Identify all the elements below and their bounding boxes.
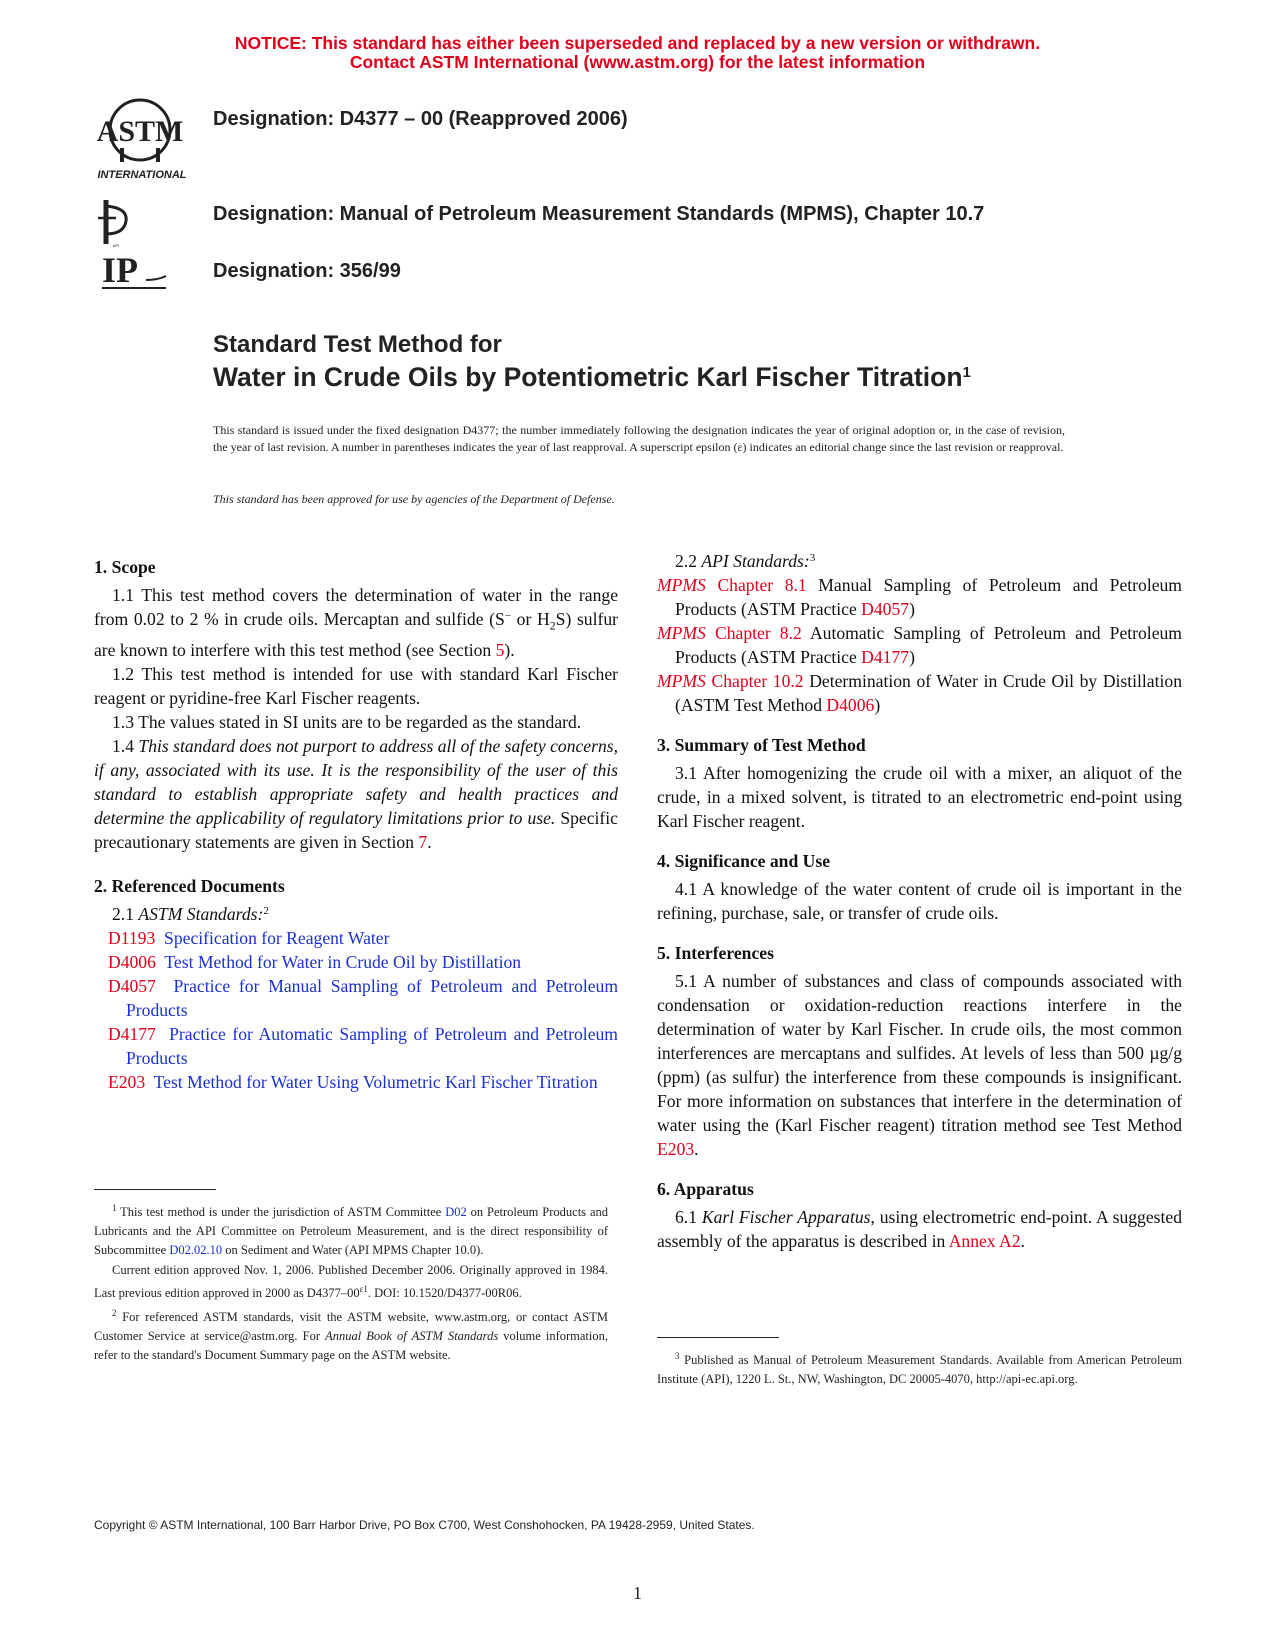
reference-e203[interactable]: E203 Test Method for Water Using Volumetric Karl Fischer Titration <box>108 1071 598 1092</box>
api-reference-10-2[interactable]: MPMS Chapter 10.2 Determination of Water in Crude Oil by Distillation (ASTM Test Method D4006) <box>657 671 1182 715</box>
subsection-2-2: 2.2 API Standards:$^3$ <box>675 551 816 571</box>
paragraph-1-4: 1.4 This standard does not purport to address all of the safety concerns, if any, associated with its use. It is the responsibility of the user of this standard to establish appropriate safety and health practices and determine the applicability of regulatory limitations prior to use. Specific precautionary statements are given in Section 7. <box>94 735 619 852</box>
footnote-1-edition: Current edition approved Nov. 1, 2006. Published December 2006. Originally approved in 1984. Last previous edition approved in 2000 as $D4377-00^{\varepsilon 1}$. DOI: 10.1520/D4377-00R06. <box>94 1263 608 1301</box>
footnotes-left <box>94 1199 608 1366</box>
paragraph-3-1: 3.1 After homogenizing the crude oil with a mixer, an aliquot of the crude, in a mixed solvent, is titrated to an electrometric end-point using Karl Fischer reagent. <box>657 763 1182 831</box>
reference-d1193[interactable]: D1193 Specification for Reagent Water <box>108 927 390 948</box>
paragraph-1-2: 1.2 This test method is intended for use with standard Karl Fischer reagent or pyridine-free Karl Fischer reagents. <box>94 663 618 708</box>
paragraph-1-3: 1.3 The values stated in SI units are to be regarded as the standard. <box>112 711 582 732</box>
reference-d4057[interactable]: D4057 Practice for Manual Sampling of Petroleum and Petroleum Products <box>108 975 619 1020</box>
api-logo <box>96 196 136 248</box>
title-line-1: Standard Test Method for <box>213 331 502 358</box>
section-heading-interferences: 5. Interferences <box>657 943 774 963</box>
copyright-line: Copyright © ASTM International, 100 Barr Harbor Drive, PO Box C700, West Conshohocken, PA 19428-2959, United States. <box>94 1518 755 1532</box>
paragraph-4-1: 4.1 A knowledge of the water content of crude oil is important in the refining, purchase, sale, or transfer of crude oils. <box>657 879 1182 923</box>
api-reference-8-2[interactable]: MPMS Chapter 8.2 Automatic Sampling of Petroleum and Petroleum Products (ASTM Practice D4177) <box>657 623 1182 667</box>
astm-international-text: INTERNATIONAL <box>97 169 187 181</box>
subsection-2-1: 2.1 ASTM Standards:$^2$ <box>112 903 269 924</box>
footnote-1: $^1$ This test method is under the jurisdiction of ASTM Committee D02 on Petroleum Products and Lubricants and the API Committee on Petroleum Measurement, and is the direct responsibility of Subcommittee D02.02.10 on Sediment and Water (API MPMS Chapter 10.0). <box>94 1203 608 1258</box>
left-column <box>94 549 618 1094</box>
document-title <box>213 330 971 394</box>
reference-d4006[interactable]: D4006 Test Method for Water in Crude Oil by Distillation <box>108 951 522 972</box>
link-section-7[interactable]: 7 <box>418 831 428 852</box>
paragraph-5-1: 5.1 A number of substances and class of compounds associated with condensation or oxidation-reduction reactions interfere in the determination of water by Karl Fischer. In crude oils, the most common interferences are mercaptans and sulfides. At levels of less than 500 µg/g (ppm) (as sulfur) the interference from these compounds is insignificant. For more information on substances that interfere in the determination of water using the (Karl Fischer reagent) titration method see Test Method E203. <box>657 971 1182 1159</box>
footnote-rule-right <box>657 1337 779 1338</box>
footnote-rule-left <box>94 1189 216 1190</box>
link-d02-02-10[interactable]: D02.02.10 <box>169 1243 223 1258</box>
section-heading-apparatus: 6. Apparatus <box>657 1179 754 1199</box>
link-e203[interactable]: E203 <box>657 1139 695 1159</box>
reference-d4177[interactable]: D4177 Practice for Automatic Sampling of Petroleum and Petroleum Products <box>108 1023 618 1068</box>
astm-logo <box>92 92 200 184</box>
notice-line-1: NOTICE: This standard has either been superseded and replaced by a new version or withdrawn. <box>234 33 1041 53</box>
footnote-3: $^3$ Published as Manual of Petroleum Measurement Standards. Available from American Petroleum Institute (API), 1220 L. St., NW, Washington, DC 20005-4070, http://api-ec.api.org. <box>657 1351 1182 1387</box>
designation-astm: Designation: D4377 – 00 (Reapproved 2006) <box>213 108 628 130</box>
section-heading-referenced-documents: 2. Referenced Documents <box>94 875 285 896</box>
astm-logo-text: ASTM <box>96 115 184 148</box>
footnotes-right <box>657 1347 1182 1390</box>
title-footnote-mark: 1 <box>962 364 971 381</box>
dod-approval-note: This standard has been approved for use by agencies of the Department of Defense. <box>213 492 615 506</box>
section-heading-significance: 4. Significance and Use <box>657 851 831 871</box>
footnote-2: $^2$ For referenced ASTM standards, visit the ASTM website, www.astm.org, or contact ASTM Customer Service at service@astm.org. For Annual Book of ASTM Standards volume information, refer to the standard's Document Summary page on the ASTM website. <box>94 1308 608 1363</box>
page-number: 1 <box>633 1583 642 1603</box>
ip-logo <box>100 250 172 292</box>
section-heading-scope: 1. Scope <box>94 557 156 577</box>
notice-line-2: Contact ASTM International (www.astm.org) for the latest information <box>349 52 926 72</box>
paragraph-6-1: 6.1 Karl Fischer Apparatus, using electrometric end-point. A suggested assembly of the apparatus is described in Annex A2. <box>657 1207 1182 1251</box>
right-column <box>657 549 1182 1253</box>
paragraph-1-1: 1.1 This test method covers the determination of water in the range from 0.02 to 2 % in crude oils. Mercaptan and sulfide (S− or $H_2S$) sulfur are known to interfere with this test method (see Section 5). <box>94 585 618 660</box>
link-section-5[interactable]: 5 <box>495 639 505 660</box>
withdrawal-notice <box>0 34 1275 72</box>
ip-logo-text: IP <box>102 250 138 290</box>
preamble-note: This standard is issued under the fixed designation D4377; the number immediately following the designation indicates the year of original adoption or, in the case of revision, the year of last revision. A number in parentheses indicates the year of last reapproval. A superscript epsilon (ε) indicates an editorial change since the last revision or reapproval. <box>213 423 1065 454</box>
api-reference-8-1[interactable]: MPMS Chapter 8.1 Manual Sampling of Petroleum and Petroleum Products (ASTM Practice D4057) <box>657 575 1182 619</box>
designation-mpms: Designation: Manual of Petroleum Measurement Standards (MPMS), Chapter 10.7 <box>213 203 985 225</box>
link-d02[interactable]: D02 <box>445 1205 467 1220</box>
link-annex-a2[interactable]: Annex A2 <box>948 1231 1021 1251</box>
section-heading-summary: 3. Summary of Test Method <box>657 735 866 755</box>
designation-ip: Designation: 356/99 <box>213 260 401 282</box>
title-line-2: Water in Crude Oils by Potentiometric Karl Fischer Titration <box>213 362 963 392</box>
api-logo-text: API <box>112 243 120 248</box>
